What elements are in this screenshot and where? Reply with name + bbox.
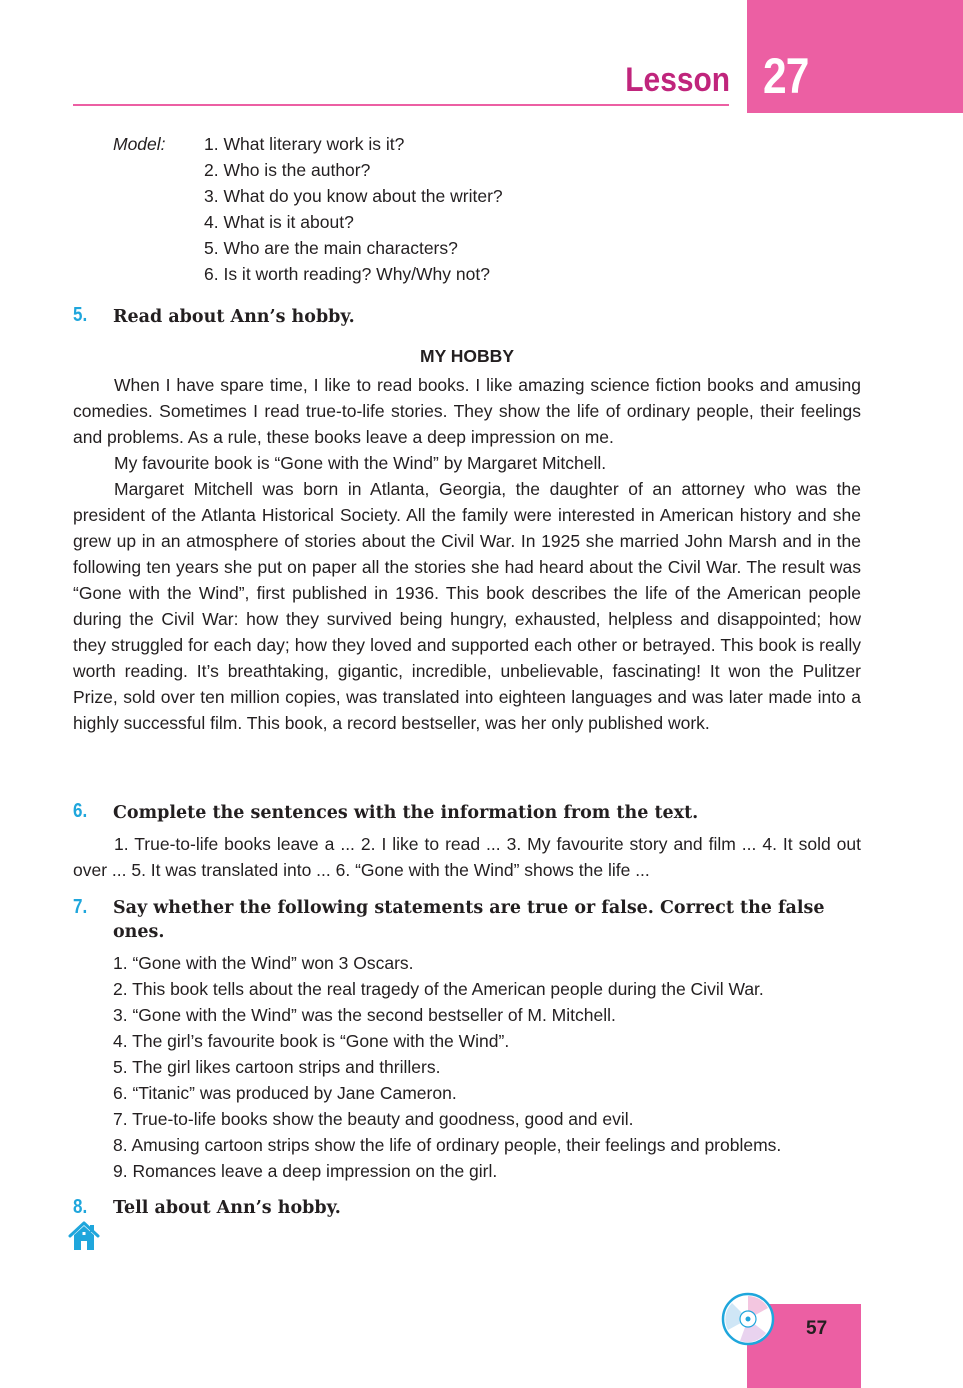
statement-item: 6. “Titanic” was produced by Jane Cameron.	[113, 1083, 457, 1103]
statement-item: 3. “Gone with the Wind” was the second bestseller of M. Mitchell.	[113, 1005, 616, 1025]
page-number: 57	[806, 1318, 828, 1339]
model-questions	[204, 131, 503, 287]
statement-item: 8. Amusing cartoon strips show the life of ordinary people, their feelings and problems.	[113, 1135, 782, 1155]
header-rule	[73, 104, 729, 106]
home-icon	[68, 1220, 100, 1252]
model-question: 4. What is it about?	[204, 212, 354, 232]
model-question: 6. Is it worth reading? Why/Why not?	[204, 264, 490, 284]
statement-item: 4. The girl’s favourite book is “Gone with the Wind”.	[113, 1031, 510, 1051]
task-title-8: Tell about Ann’s hobby.	[113, 1198, 341, 1218]
text-paragraph: Margaret Mitchell was born in Atlanta, Georgia, the daughter of an attorney who was the president of the Atlanta Historical Society. All the family were interested in American history and she grew up in an atmosphere of stories about the Civil War. In 1925 she married John Marsh and in the following ten years she put on paper all the stories she had heard about the Civil War. The result was “Gone with the Wind”, first published in 1936. This book describes the life of the American people during the Civil War: how they survived being hungry, exhausted, helpless and disappointed; how they struggled for each day; how they loved and supported each other or betrayed. This book is really worth reading. It’s breathtaking, gigantic, incredible, unbelievable, fascinating! It won the Pulitzer Prize, sold over ten million copies, was translated into eighteen languages and was later made into a highly successful film. This book, a record bestseller, was her only published work.	[73, 479, 861, 733]
model-question: 2. Who is the author?	[204, 160, 371, 180]
text-title: MY HOBBY	[420, 346, 514, 366]
text-paragraph: My favourite book is “Gone with the Wind” by Margaret Mitchell.	[114, 453, 607, 473]
lesson-word: Lesson	[625, 61, 730, 99]
task-number-8: 8.	[73, 1196, 88, 1218]
model-question: 3. What do you know about the writer?	[204, 186, 503, 206]
statement-item: 7. True-to-life books show the beauty and goodness, good and evil.	[113, 1109, 634, 1129]
task-title-7: Say whether the following statements are true or false. Correct the false ones.	[113, 898, 825, 942]
lesson-number: 27	[763, 48, 809, 104]
task-number-6: 6.	[73, 800, 88, 822]
task-body-6: 1. True-to-life books leave a ... 2. I like to read ... 3. My favourite story and film ... 4. It sold out over ... 5. It was translated into ... 6. “Gone with the Wind” shows the life ...	[73, 834, 861, 880]
task-number-7: 7.	[73, 896, 88, 918]
statement-item: 2. This book tells about the real tragedy of the American people during the Civil War.	[113, 979, 764, 999]
statement-item: 9. Romances leave a deep impression on the girl.	[113, 1161, 498, 1181]
model-question: 1. What literary work is it?	[204, 134, 405, 154]
cd-icon	[720, 1291, 776, 1347]
text-paragraph: When I have spare time, I like to read books. I like amazing science fiction books and amusing comedies. Sometimes I read true-to-life stories. They show the life of ordinary people, their feelings and problems. As a rule, these books leave a deep impression on me.	[73, 375, 861, 447]
statement-item: 1. “Gone with the Wind” won 3 Oscars.	[113, 953, 414, 973]
statements-list	[113, 950, 873, 1184]
model-question: 5. Who are the main characters?	[204, 238, 458, 258]
model-label: Model:	[113, 134, 166, 154]
statement-item: 5. The girl likes cartoon strips and thrillers.	[113, 1057, 441, 1077]
task-title-6: Complete the sentences with the information from the text.	[113, 803, 699, 823]
task-title-5: Read about Ann’s hobby.	[113, 307, 355, 327]
task-number-5: 5.	[73, 304, 88, 326]
